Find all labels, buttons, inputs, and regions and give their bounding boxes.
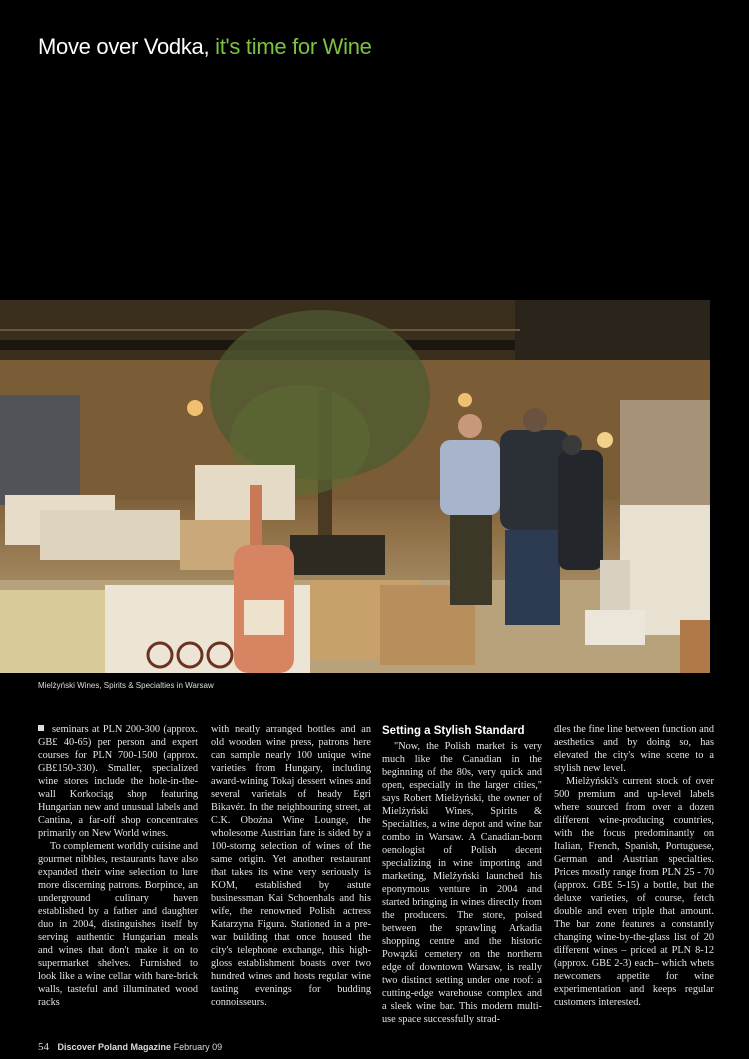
- paragraph: dles the fine line between function and aesthetics and by doing so, has elevated the city's wine scene to a stylish new level.: [554, 724, 714, 774]
- article-title: [38, 34, 372, 60]
- text-column-4: [554, 723, 714, 1009]
- title-main: Move over Vodka,: [38, 34, 210, 59]
- paragraph: "Now, the Polish market is very much like the Canadian in the beginning of the 80s, very quick and open, especially in the larger cities," says Robert Mielżyński, the owner of Mielżyński Wines, Spirits & Specialties, a wine depot and wine bar combo in Warsaw. A Canadian-born oenologist of Polish decent specializing in wine importing and marketing, Mielżyński launched his eponymous venture in 2004 and started bringing in wines directly from the producers. The store, poised between the sprawling Arkadia shopping centre and the historic Powązki cemetery on the northern edge of downtown Warsaw, is really two distinct setting under one roof: a cutting-edge warehouse complex and a sleek wine bar. This modern multi-use space successfully strad-: [382, 741, 542, 1025]
- paragraph: To complement worldly cuisine and gourmet nibbles, restaurants have also expanded their wine selection to lure more discerning patrons. Borpince, an underground culinary haven established by a father and daughter duo in 2004, distinguishes itself by serving authentic Hungarian meals and wines that don't make it on to supermarket shelves. Furnished to look like a wine cellar with bare-brick walls, tasteful and illuminated wood racks: [38, 841, 198, 1008]
- paragraph: Mielżyński's current stock of over 500 premium and up-level labels where sourced from over a dozen different wine-producing countries, with the focus predominantly on Italian, French, Spanish, Portuguese, German and Austrian specialties. Prices mostly range from PLN 25 - 70 (approx. GB£ 5-15) a bottle, but the deluxe varieties, of course, fetch double and even triple that amount. The bar zone features a constantly changing wine-by-the-glass list of 20 different wines – priced at PLN 8-12 (approx. GB£ 2-3) each– which whets newcomers appetite for wine experimentation and keeps regular customers interested.: [554, 776, 714, 1008]
- wine-store-photo-illustration: [0, 300, 710, 673]
- text-column-1: [38, 723, 198, 1009]
- issue-date: February 09: [173, 1042, 223, 1052]
- paragraph-text: seminars at PLN 200-300 (approx. GB£ 40-65) per person and expert courses for PLN 700-1500 (approx. GB£150-330). Smaller, specialized wine stores include the hole-in-the-wall Korkociąg shop featuring Hungarian new and unusual labels and Cantina, a far-off shop concentrates primarily on New World wines.: [38, 724, 198, 839]
- paragraph: with neatly arranged bottles and an old wooden wine press, patrons here can sample nearly 100 unique wine varieties from Hungary, including award-wining Tokaj dessert wines and several varietals of heady Egri Bikavér. In the neighbouring street, at C.K. Oboźna Wine Lounge, the wholesome Austrian fare is sided by a 100-storng selection of wines of the same origin. Yet another restaurant that takes its wine very seriously is KOM, established by astute businessman Kai Schoenhals and his wife, the renowned Polish actress Katarzyna Figura. Stationed in a pre-war building that once housed the city's telephone exchange, this high-gloss establishment boasts over two hundred wines and hosts regular wine tasting evenings for budding connoisseurs.: [211, 724, 371, 1008]
- page-number: 54: [38, 1041, 49, 1053]
- paragraph: [38, 723, 198, 840]
- section-heading: Setting a Stylish Standard: [382, 725, 525, 737]
- text-column-2: [211, 723, 371, 1009]
- page-footer: [38, 1041, 222, 1053]
- article-photo: [0, 300, 710, 673]
- title-accent: it's time for Wine: [215, 34, 372, 59]
- magazine-name: Discover Poland Magazine: [57, 1042, 172, 1052]
- text-column-3: [382, 723, 542, 1026]
- photo-caption: Mielżyński Wines, Spirits & Specialties in Warsaw: [38, 681, 214, 690]
- square-bullet-icon: [38, 725, 44, 731]
